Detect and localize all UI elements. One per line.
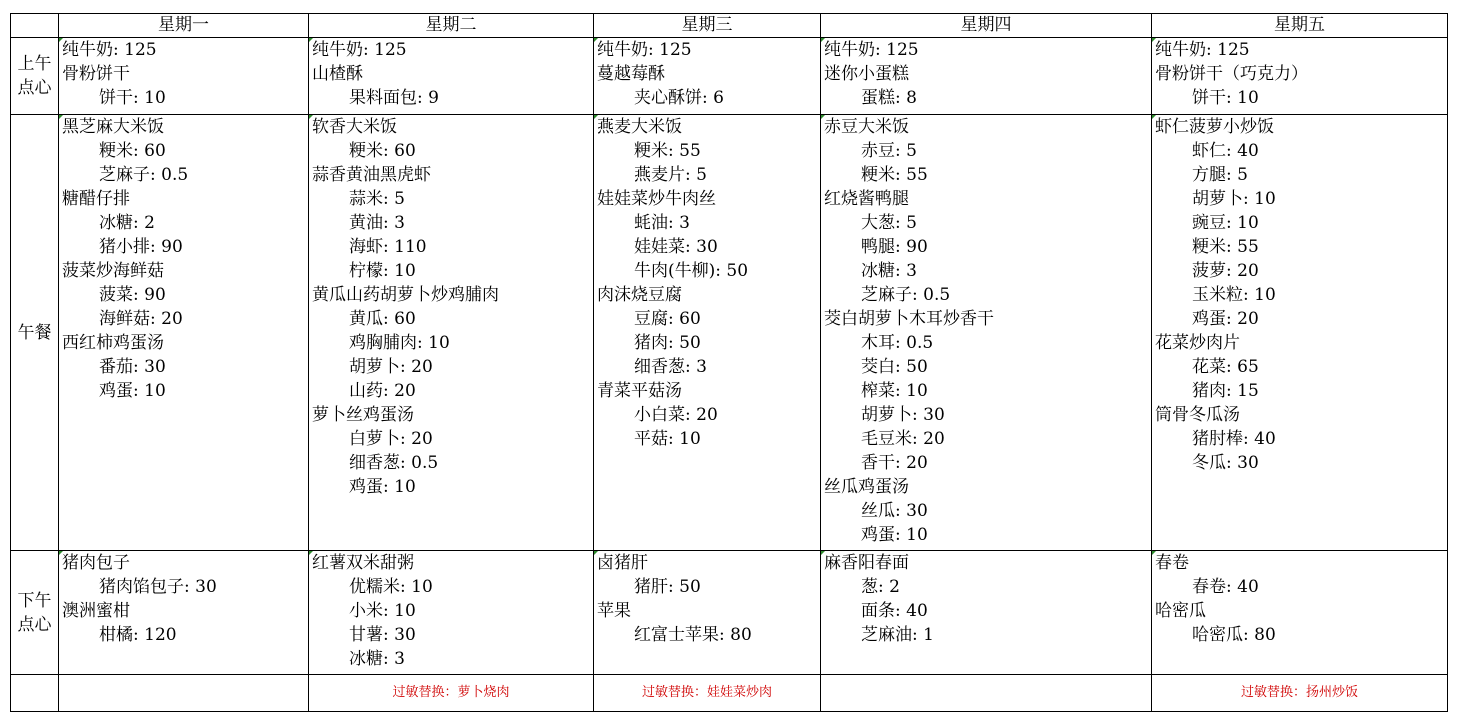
dish-name: 哈密瓜 — [1155, 601, 1206, 621]
allergy-note — [821, 675, 1152, 712]
dish-name: 赤豆大米饭 — [824, 117, 909, 137]
menu-cell — [821, 551, 1152, 675]
dish-name: 红烧酱鸭腿 — [824, 189, 909, 209]
dish-name: 萝卜丝鸡蛋汤 — [312, 405, 414, 425]
ingredient-line: 猪小排: 90 — [99, 237, 183, 257]
dish-name: 燕麦大米饭 — [597, 117, 682, 137]
meal-label-line: 午餐 — [17, 322, 52, 343]
ingredient-line: 花菜: 65 — [1192, 357, 1259, 377]
ingredient-line: 芝麻子: 0.5 — [861, 285, 951, 305]
ingredient-line: 大葱: 5 — [861, 213, 917, 233]
ingredient-line: 牛肉(牛柳): 50 — [634, 261, 749, 281]
ingredient-line: 冰糖: 3 — [861, 261, 917, 281]
ingredient-line: 冰糖: 3 — [349, 649, 405, 669]
meal-label — [11, 115, 59, 551]
ingredient-line: 鸡蛋: 20 — [1192, 309, 1259, 329]
dish-name: 纯牛奶: 125 — [62, 40, 157, 60]
ingredient-line: 猪肉: 50 — [634, 333, 701, 353]
ingredient-line: 饼干: 10 — [99, 88, 166, 108]
ingredient-line: 丝瓜: 30 — [861, 501, 928, 521]
ingredient-line: 海虾: 110 — [349, 237, 427, 257]
day-header: 星期五 — [1152, 14, 1448, 38]
menu-cell — [309, 551, 594, 675]
ingredient-line: 山药: 20 — [349, 381, 416, 401]
ingredient-line: 面条: 40 — [861, 601, 928, 621]
corner-cell — [11, 14, 59, 38]
menu-cell — [1152, 115, 1448, 551]
cell-marker-icon — [59, 115, 63, 119]
ingredient-line: 小米: 10 — [349, 601, 416, 621]
cell-marker-icon — [59, 551, 63, 555]
ingredient-line: 哈密瓜: 80 — [1192, 625, 1276, 645]
ingredient-line: 优糯米: 10 — [349, 577, 433, 597]
menu-cell — [59, 551, 309, 675]
cell-marker-icon — [1152, 551, 1156, 555]
ingredient-line: 鸭腿: 90 — [861, 237, 928, 257]
menu-cell — [309, 115, 594, 551]
dish-name: 菠菜炒海鲜菇 — [62, 261, 164, 281]
dish-name: 娃娃菜炒牛肉丝 — [597, 189, 716, 209]
day-header: 星期二 — [309, 14, 594, 38]
ingredient-line: 春卷: 40 — [1192, 577, 1259, 597]
dish-name: 软香大米饭 — [312, 117, 397, 137]
ingredient-line: 冰糖: 2 — [99, 213, 155, 233]
dish-name: 筒骨冬瓜汤 — [1155, 405, 1240, 425]
ingredient-line: 平菇: 10 — [634, 429, 701, 449]
ingredient-line: 胡萝卜: 10 — [1192, 189, 1276, 209]
ingredient-line: 娃娃菜: 30 — [634, 237, 718, 257]
ingredient-line: 白萝卜: 20 — [349, 429, 433, 449]
allergy-note — [59, 675, 309, 712]
ingredient-line: 果料面包: 9 — [349, 88, 439, 108]
ingredient-line: 粳米: 60 — [349, 141, 416, 161]
dish-name: 苹果 — [597, 601, 631, 621]
day-header: 星期三 — [594, 14, 821, 38]
ingredient-line: 虾仁: 40 — [1192, 141, 1259, 161]
dish-name: 蒜香黄油黑虎虾 — [312, 165, 431, 185]
ingredient-line: 鸡胸脯肉: 10 — [349, 333, 450, 353]
menu-cell — [1152, 38, 1448, 115]
weekly-menu-table — [10, 13, 1448, 712]
ingredient-line: 柑橘: 120 — [99, 625, 177, 645]
day-header: 星期四 — [821, 14, 1152, 38]
ingredient-line: 芝麻子: 0.5 — [99, 165, 189, 185]
allergy-row — [11, 675, 1448, 712]
ingredient-line: 蚝油: 3 — [634, 213, 690, 233]
ingredient-line: 粳米: 55 — [861, 165, 928, 185]
ingredient-line: 细香葱: 0.5 — [349, 453, 439, 473]
ingredient-line: 玉米粒: 10 — [1192, 285, 1276, 305]
ingredient-line: 木耳: 0.5 — [861, 333, 934, 353]
dish-name: 澳洲蜜柑 — [62, 601, 130, 621]
ingredient-line: 细香葱: 3 — [634, 357, 707, 377]
allergy-note: 过敏替换：萝卜烧肉 — [309, 675, 594, 712]
menu-cell — [59, 115, 309, 551]
ingredient-line: 胡萝卜: 30 — [861, 405, 945, 425]
dish-name: 蔓越莓酥 — [597, 64, 665, 84]
dish-name: 骨粉饼干 — [62, 64, 130, 84]
meal-label-line: 点心 — [17, 614, 52, 635]
cell-marker-icon — [594, 115, 598, 119]
ingredient-line: 蛋糕: 8 — [861, 88, 917, 108]
dish-name: 糖醋仔排 — [62, 189, 130, 209]
ingredient-line: 红富士苹果: 80 — [634, 625, 752, 645]
dish-name: 肉沫烧豆腐 — [597, 285, 682, 305]
menu-cell — [821, 38, 1152, 115]
ingredient-line: 茭白: 50 — [861, 357, 928, 377]
meal-label-line: 上午 — [17, 54, 52, 74]
cell-marker-icon — [309, 551, 313, 555]
dish-name: 山楂酥 — [312, 64, 363, 84]
cell-marker-icon — [821, 38, 825, 42]
meal-row-morning-snack — [11, 38, 1448, 115]
dish-name: 骨粉饼干（巧克力） — [1155, 64, 1308, 84]
ingredient-line: 豌豆: 10 — [1192, 213, 1259, 233]
cell-marker-icon — [309, 38, 313, 42]
cell-marker-icon — [821, 115, 825, 119]
menu-cell — [821, 115, 1152, 551]
dish-name: 黑芝麻大米饭 — [62, 117, 164, 137]
menu-cell — [594, 38, 821, 115]
dish-name: 卤猪肝 — [597, 553, 648, 573]
ingredient-line: 海鲜菇: 20 — [99, 309, 183, 329]
menu-cell — [59, 38, 309, 115]
dish-name: 茭白胡萝卜木耳炒香干 — [824, 309, 994, 329]
menu-cell — [594, 115, 821, 551]
ingredient-line: 粳米: 60 — [99, 141, 166, 161]
dish-name: 纯牛奶: 125 — [824, 40, 919, 60]
cell-marker-icon — [594, 551, 598, 555]
ingredient-line: 黄瓜: 60 — [349, 309, 416, 329]
ingredient-line: 小白菜: 20 — [634, 405, 718, 425]
ingredient-line: 胡萝卜: 20 — [349, 357, 433, 377]
ingredient-line: 猪肝: 50 — [634, 577, 701, 597]
cell-marker-icon — [1152, 115, 1156, 119]
ingredient-line: 豆腐: 60 — [634, 309, 701, 329]
day-header: 星期一 — [59, 14, 309, 38]
allergy-note: 过敏替换：扬州炒饭 — [1152, 675, 1448, 712]
dish-name: 猪肉包子 — [62, 553, 130, 573]
ingredient-line: 柠檬: 10 — [349, 261, 416, 281]
menu-cell — [594, 551, 821, 675]
ingredient-line: 鸡蛋: 10 — [349, 477, 416, 497]
ingredient-line: 粳米: 55 — [634, 141, 701, 161]
ingredient-line: 菠菜: 90 — [99, 285, 166, 305]
dish-name: 纯牛奶: 125 — [1155, 40, 1250, 60]
ingredient-line: 猪肘棒: 40 — [1192, 429, 1276, 449]
meal-label-line: 下午 — [17, 590, 52, 611]
dish-name: 纯牛奶: 125 — [597, 40, 692, 60]
meal-label-line: 点心 — [17, 78, 52, 98]
dish-name: 青菜平菇汤 — [597, 381, 682, 401]
cell-marker-icon — [309, 115, 313, 119]
ingredient-line: 猪肉: 15 — [1192, 381, 1259, 401]
dish-name: 红薯双米甜粥 — [312, 553, 414, 573]
ingredient-line: 番茄: 30 — [99, 357, 166, 377]
ingredient-line: 黄油: 3 — [349, 213, 405, 233]
ingredient-line: 葱: 2 — [861, 577, 900, 597]
header-row — [11, 14, 1448, 38]
ingredient-line: 鸡蛋: 10 — [99, 381, 166, 401]
dish-name: 黄瓜山药胡萝卜炒鸡脯肉 — [312, 285, 499, 305]
menu-cell — [1152, 551, 1448, 675]
cell-marker-icon — [1152, 38, 1156, 42]
ingredient-line: 甘薯: 30 — [349, 625, 416, 645]
dish-name: 丝瓜鸡蛋汤 — [824, 477, 909, 497]
ingredient-line: 方腿: 5 — [1192, 165, 1248, 185]
ingredient-line: 猪肉馅包子: 30 — [99, 577, 217, 597]
dish-name: 西红柿鸡蛋汤 — [62, 333, 164, 353]
dish-name: 麻香阳春面 — [824, 553, 909, 573]
dish-name: 纯牛奶: 125 — [312, 40, 407, 60]
ingredient-line: 榨菜: 10 — [861, 381, 928, 401]
menu-cell — [309, 38, 594, 115]
meal-row-lunch — [11, 115, 1448, 551]
ingredient-line: 夹心酥饼: 6 — [634, 88, 724, 108]
dish-name: 迷你小蛋糕 — [824, 64, 909, 84]
ingredient-line: 冬瓜: 30 — [1192, 453, 1259, 473]
dish-name: 虾仁菠萝小炒饭 — [1155, 117, 1274, 137]
cell-marker-icon — [59, 38, 63, 42]
cell-marker-icon — [594, 38, 598, 42]
ingredient-line: 芝麻油: 1 — [861, 625, 934, 645]
allergy-note: 过敏替换：娃娃菜炒肉 — [594, 675, 821, 712]
ingredient-line: 赤豆: 5 — [861, 141, 917, 161]
meal-label — [11, 38, 59, 115]
empty-cell — [11, 675, 59, 712]
ingredient-line: 菠萝: 20 — [1192, 261, 1259, 281]
ingredient-line: 粳米: 55 — [1192, 237, 1259, 257]
ingredient-line: 鸡蛋: 10 — [861, 525, 928, 545]
ingredient-line: 蒜米: 5 — [349, 189, 405, 209]
ingredient-line: 饼干: 10 — [1192, 88, 1259, 108]
cell-marker-icon — [821, 551, 825, 555]
dish-name: 花菜炒肉片 — [1155, 333, 1240, 353]
ingredient-line: 香干: 20 — [861, 453, 928, 473]
ingredient-line: 燕麦片: 5 — [634, 165, 707, 185]
dish-name: 春卷 — [1155, 553, 1189, 573]
meal-row-afternoon-snack — [11, 551, 1448, 675]
meal-label — [11, 551, 59, 675]
ingredient-line: 毛豆米: 20 — [861, 429, 945, 449]
